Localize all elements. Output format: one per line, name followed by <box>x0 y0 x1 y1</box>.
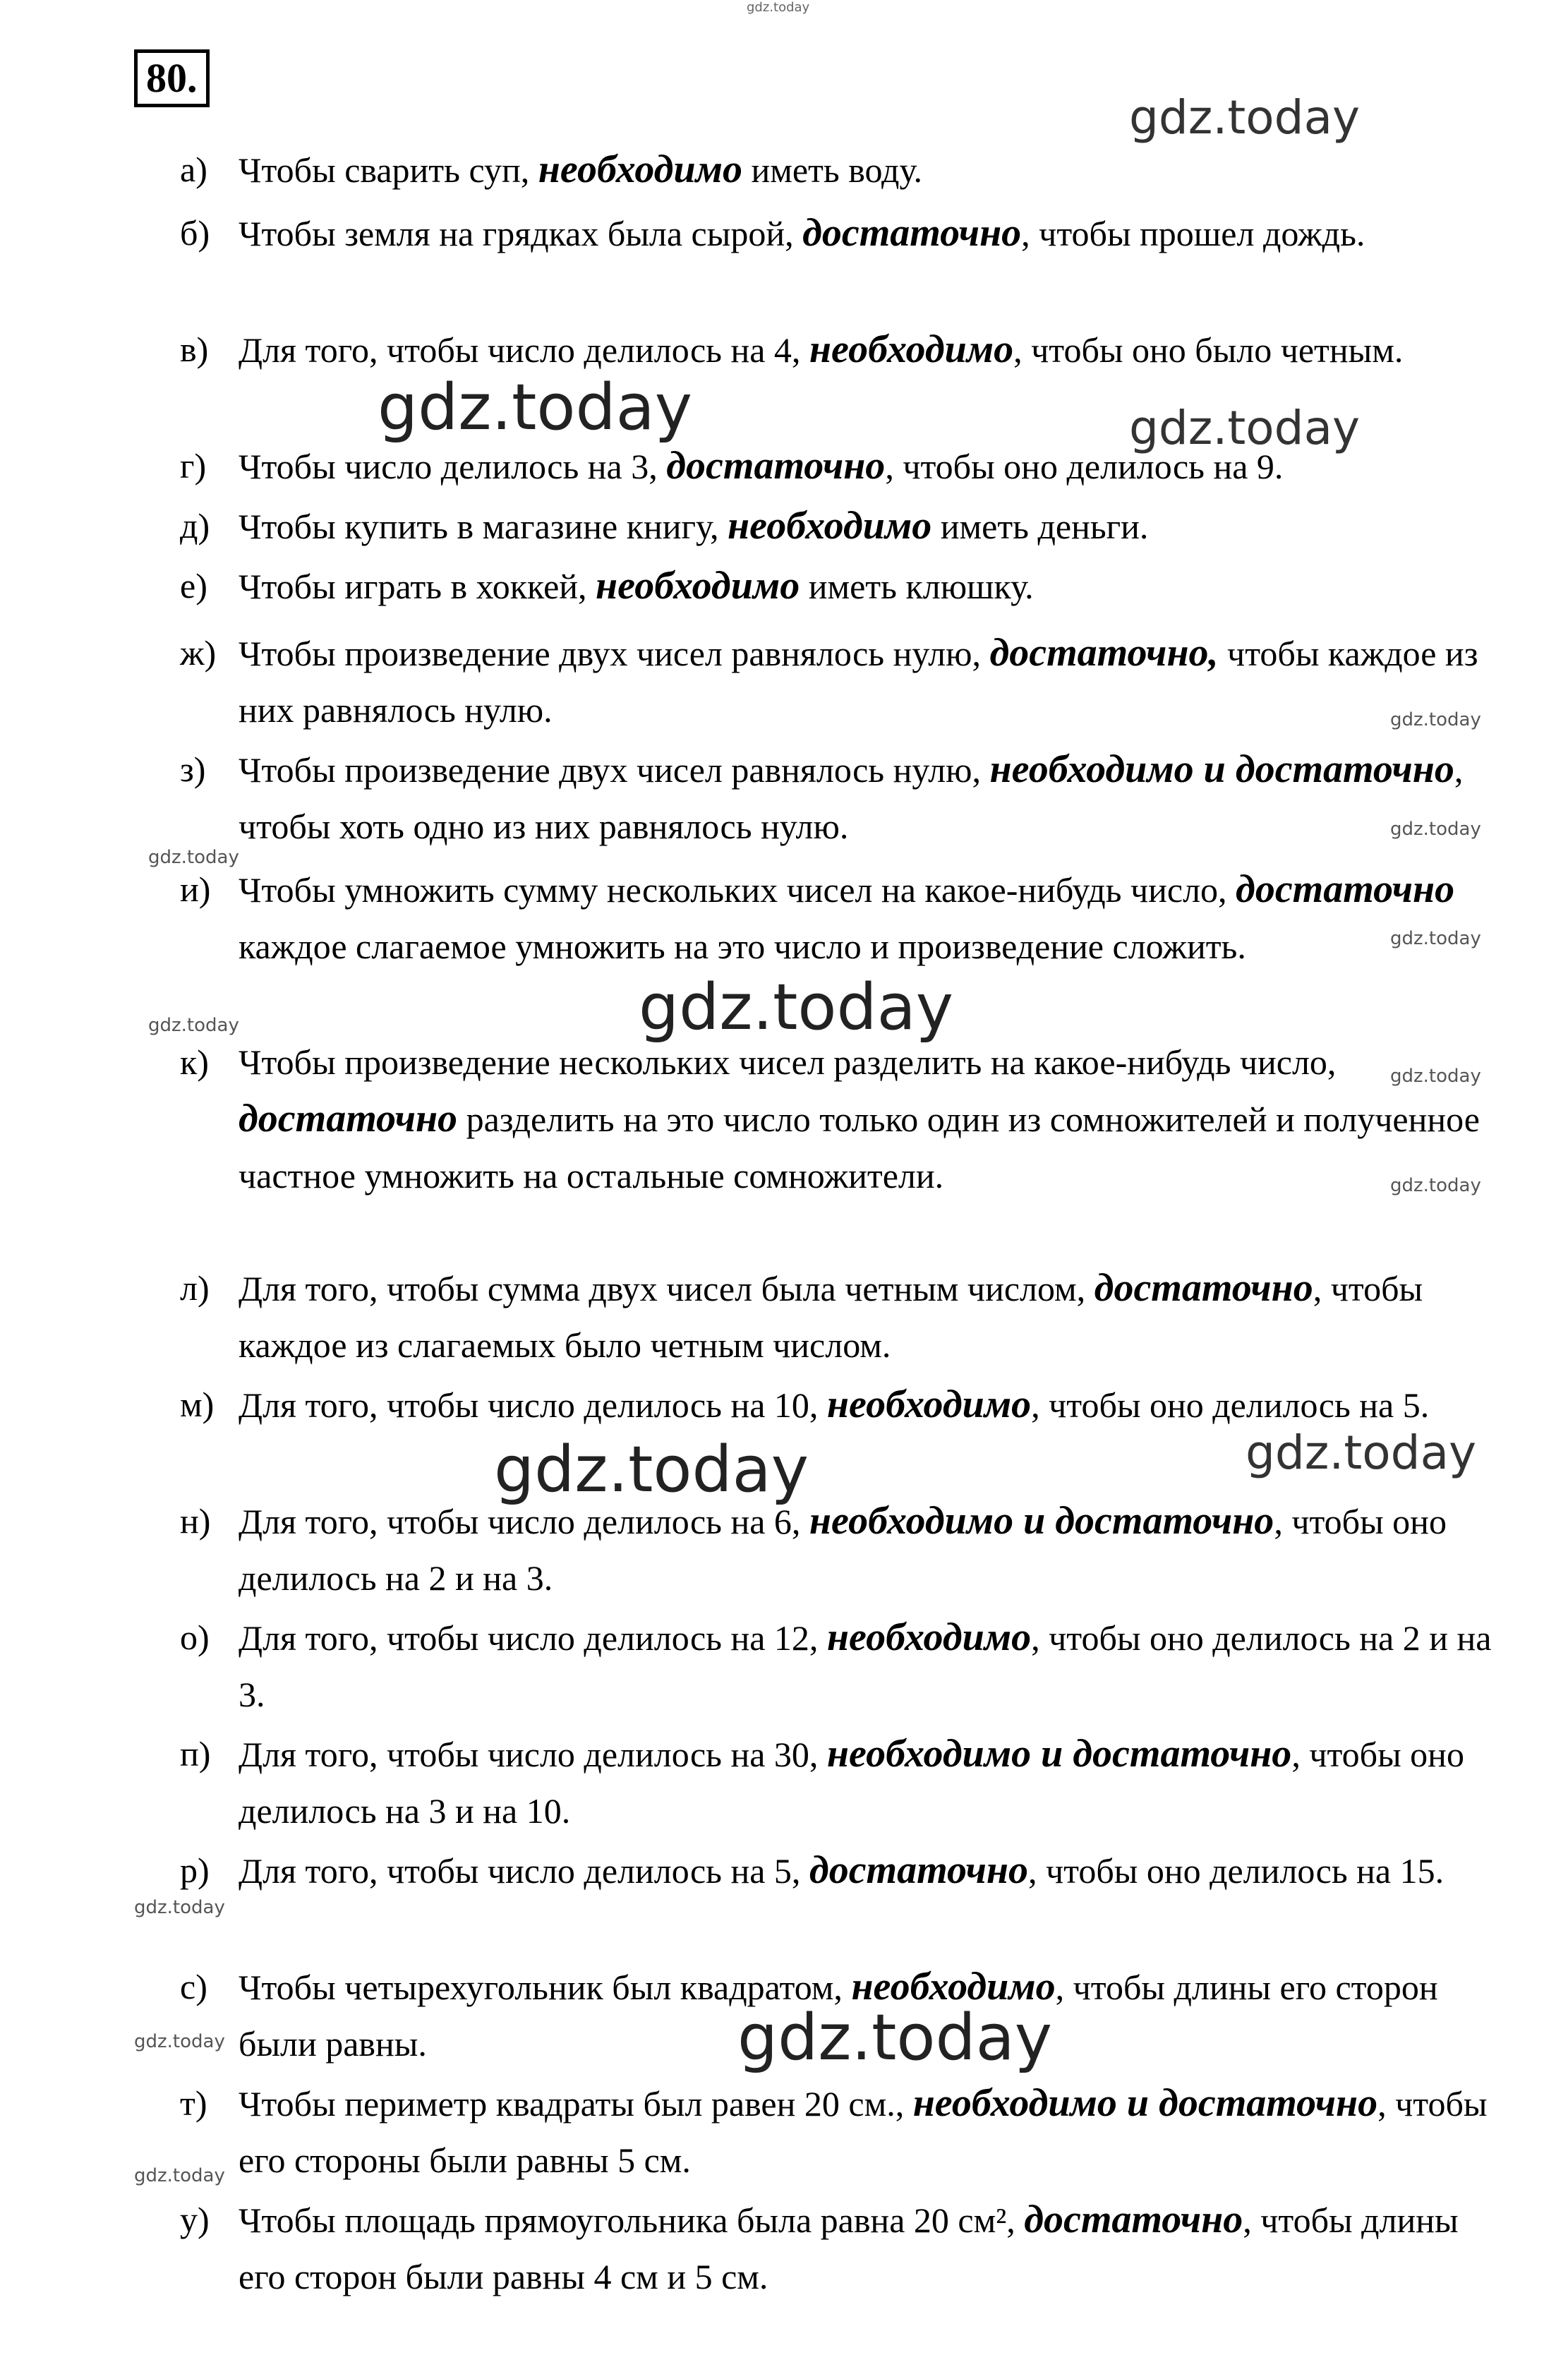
watermark: gdz.today <box>1390 928 1481 949</box>
item-letter: р) <box>180 1850 210 1890</box>
item-keyword: необходимо <box>538 147 742 191</box>
item-text-before: Чтобы играть в хоккей, <box>239 567 596 606</box>
list-item <box>180 1725 1514 1839</box>
item-text-after: , чтобы оно делилось на 5. <box>1031 1385 1430 1425</box>
item-keyword: необходимо <box>851 1965 1056 2008</box>
item-keyword: достаточно <box>1094 1266 1313 1310</box>
item-letter: д) <box>180 506 210 546</box>
item-text-before: Для того, чтобы число делилось на 5, <box>239 1851 809 1891</box>
item-text <box>239 558 1514 615</box>
item-text <box>239 625 1514 738</box>
item-letter: к) <box>180 1042 209 1082</box>
watermark: gdz.today <box>1390 819 1481 840</box>
item-keyword: достаточно <box>1236 867 1455 911</box>
item-text-before: Чтобы умножить сумму нескольких чисел на какое-нибудь число, <box>239 870 1236 910</box>
item-keyword: необходимо <box>826 1383 1032 1426</box>
item-text-after: , чтобы оно делилось на 2 и на 3. <box>239 1502 1447 1598</box>
item-keyword: необходимо и достаточно <box>912 2081 1378 2125</box>
list-item <box>180 2191 1514 2305</box>
item-text <box>239 1493 1514 1606</box>
item-text-before: Для того, чтобы сумма двух чисел была четным числом, <box>239 1269 1094 1308</box>
watermark: gdz.today <box>134 2165 225 2186</box>
item-keyword: достаточно <box>809 1848 1028 1892</box>
item-text <box>239 1376 1514 1433</box>
watermark: gdz.today <box>494 1433 809 1507</box>
item-keyword: необходимо <box>728 504 932 548</box>
item-text-after: , чтобы прошел дождь. <box>1021 214 1365 253</box>
item-text-after: иметь воду. <box>742 150 922 190</box>
item-text <box>239 1725 1514 1839</box>
item-text-after: , чтобы каждое из слагаемых было четным числом. <box>239 1269 1423 1365</box>
item-keyword: необходимо <box>596 564 800 608</box>
item-text <box>239 861 1514 975</box>
item-text-after: , чтобы длины его сторон были равны 4 см и 5 см. <box>239 2200 1459 2296</box>
item-keyword: необходимо и достаточно <box>809 1499 1274 1543</box>
item-letter: у) <box>180 2200 210 2239</box>
item-text-after: иметь деньги. <box>931 507 1149 546</box>
watermark: gdz.today <box>1246 1426 1477 1480</box>
watermark: gdz.today <box>378 371 693 445</box>
list-item <box>180 1260 1514 1373</box>
item-text <box>239 1609 1514 1723</box>
item-keyword: необходимо <box>809 327 1014 371</box>
list-item <box>180 861 1514 975</box>
item-letter: н) <box>180 1501 211 1541</box>
item-text-before: Чтобы произведение нескольких чисел разделить на какое-нибудь число, <box>239 1042 1337 1082</box>
item-keyword: достаточно, <box>989 631 1219 675</box>
item-letter: т) <box>180 2083 207 2123</box>
list-item <box>180 1609 1514 1723</box>
item-text-before: Чтобы число делилось на 3, <box>239 447 667 486</box>
item-text-before: Чтобы произведение двух чисел равнялось нулю, <box>239 634 990 673</box>
list-item <box>180 1842 1514 1899</box>
item-text-after: , чтобы хоть одно из них равнялось нулю. <box>239 750 1464 846</box>
item-letter: п) <box>180 1734 211 1773</box>
item-keyword: достаточно <box>239 1097 458 1140</box>
list-item <box>180 1376 1514 1433</box>
watermark: gdz.today <box>1129 401 1361 455</box>
item-text-after: , чтобы оно делилось на 15. <box>1027 1851 1445 1891</box>
item-text-before: Чтобы площадь прямоугольника была равна 20 см², <box>239 2200 1025 2240</box>
item-text <box>239 205 1514 262</box>
item-text <box>239 1034 1514 1204</box>
item-letter: м) <box>180 1385 215 1424</box>
item-text-before: Чтобы земля на грядках была сырой, <box>239 214 803 253</box>
item-letter: в) <box>180 330 209 369</box>
item-text <box>239 321 1514 378</box>
item-text-after: иметь клюшку. <box>800 567 1034 606</box>
item-text-after: , чтобы оно делилось на 2 и на 3. <box>239 1618 1492 1714</box>
watermark: gdz.today <box>737 2001 1053 2075</box>
item-keyword: необходимо и достаточно <box>989 747 1454 791</box>
item-text-after: разделить на это число только один из сомножителей и полученное частное умножить на остальные сомножители. <box>239 1100 1480 1195</box>
item-letter: з) <box>180 749 206 789</box>
item-text <box>239 2075 1514 2188</box>
watermark: gdz.today <box>1390 1175 1481 1196</box>
list-item <box>180 2075 1514 2188</box>
item-text <box>239 741 1514 855</box>
item-keyword: необходимо и достаточно <box>826 1732 1292 1776</box>
item-letter: с) <box>180 1967 207 2006</box>
item-text-after: , чтобы оно было четным. <box>1013 330 1404 370</box>
list-item <box>180 1034 1514 1204</box>
item-text-before: Чтобы сварить суп, <box>239 150 538 190</box>
watermark: gdz.today <box>1129 90 1361 145</box>
item-text-before: Для того, чтобы число делилось на 30, <box>239 1735 827 1774</box>
item-text-before: Чтобы произведение двух чисел равнялось нулю, <box>239 750 990 790</box>
list-item <box>180 625 1514 738</box>
item-keyword: необходимо <box>826 1615 1032 1659</box>
watermark: gdz.today <box>1390 1066 1481 1087</box>
item-letter: ж) <box>180 633 217 673</box>
item-text-after: , чтобы оно делилось на 9. <box>885 447 1284 486</box>
item-letter: б) <box>180 213 210 253</box>
list-item <box>180 321 1514 378</box>
list-item <box>180 1493 1514 1606</box>
item-keyword: достаточно <box>802 211 1022 255</box>
item-text-before: Для того, чтобы число делилось на 10, <box>239 1385 827 1425</box>
item-text <box>239 498 1514 555</box>
item-text <box>239 141 1514 198</box>
item-keyword: достаточно <box>1024 2198 1243 2241</box>
item-text-after: , чтобы оно делилось на 3 и на 10. <box>239 1735 1464 1831</box>
item-text-after: , чтобы длины его сторон были равны. <box>239 1968 1438 2064</box>
item-letter: а) <box>180 150 207 189</box>
item-text-after: , чтобы его стороны были равны 5 см. <box>239 2084 1488 2180</box>
item-letter: е) <box>180 566 207 606</box>
list-item <box>180 141 1514 198</box>
exercise-number: 80. <box>134 49 210 107</box>
item-letter: о) <box>180 1618 210 1657</box>
item-text <box>239 2191 1514 2305</box>
item-letter: и) <box>180 869 211 909</box>
item-keyword: достаточно <box>666 444 886 488</box>
item-text-before: Для того, чтобы число делилось на 4, <box>239 330 809 370</box>
item-letter: г) <box>180 446 207 486</box>
item-text-before: Чтобы четырехугольник был квадратом, <box>239 1968 852 2007</box>
list-item <box>180 498 1514 555</box>
watermark: gdz.today <box>747 0 810 15</box>
item-text-before: Чтобы купить в магазине книгу, <box>239 507 728 546</box>
list-item <box>180 205 1514 262</box>
item-text-before: Для того, чтобы число делилось на 6, <box>239 1502 809 1541</box>
item-text <box>239 1260 1514 1373</box>
watermark: gdz.today <box>134 2031 225 2052</box>
item-text-after: каждое слагаемое умножить на это число и произведение сложить. <box>239 927 1246 966</box>
list-item <box>180 558 1514 615</box>
watermark: gdz.today <box>1390 709 1481 730</box>
item-letter: л) <box>180 1268 210 1308</box>
watermark: gdz.today <box>639 970 954 1044</box>
item-text-before: Чтобы периметр квадраты был равен 20 см., <box>239 2084 913 2124</box>
item-text-before: Для того, чтобы число делилось на 12, <box>239 1618 827 1658</box>
item-text <box>239 1842 1514 1899</box>
item-text-after: чтобы каждое из них равнялось нулю. <box>239 634 1478 730</box>
list-item <box>180 741 1514 855</box>
watermark: gdz.today <box>148 847 239 868</box>
watermark: gdz.today <box>148 1015 239 1036</box>
watermark: gdz.today <box>134 1897 225 1918</box>
